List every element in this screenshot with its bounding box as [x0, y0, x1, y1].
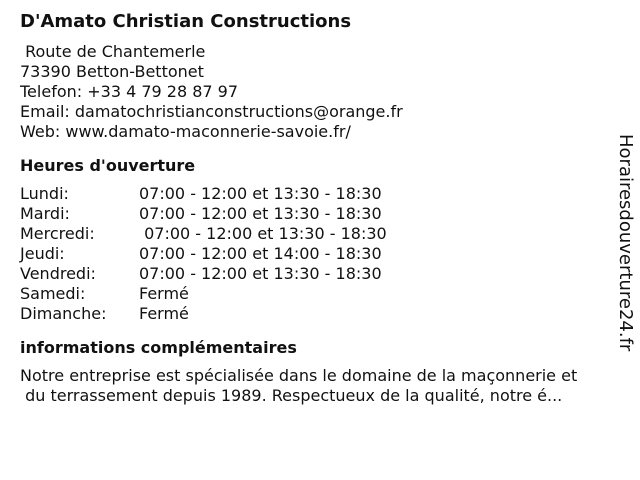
- hours-row-friday: [20, 264, 610, 284]
- day-hours: 07:00 - 12:00 et 13:30 - 18:30: [139, 264, 382, 283]
- hours-title: Heures d'ouverture: [20, 156, 196, 175]
- site-watermark: Horairesdouverture24.fr: [615, 134, 636, 352]
- info-text-line-2: du terrassement depuis 1989. Respectueux de la qualité, notre é...: [20, 386, 563, 405]
- info-title: informations complémentaires: [20, 338, 297, 357]
- hours-row-thursday: [20, 244, 610, 264]
- day-label: Jeudi:: [20, 244, 65, 263]
- hours-row-saturday: [20, 284, 610, 304]
- day-hours: Fermé: [139, 304, 189, 323]
- day-hours: 07:00 - 12:00 et 14:00 - 18:30: [139, 244, 382, 263]
- email-line: Email: damatochristianconstructions@orange.fr: [20, 102, 403, 121]
- day-label: Dimanche:: [20, 304, 107, 323]
- info-text-line-1: Notre entreprise est spécialisée dans le domaine de la maçonnerie et: [20, 366, 578, 385]
- day-hours: 07:00 - 12:00 et 13:30 - 18:30: [139, 224, 387, 243]
- day-label: Mercredi:: [20, 224, 95, 243]
- hours-row-sunday: [20, 304, 610, 324]
- day-label: Vendredi:: [20, 264, 96, 283]
- business-name: D'Amato Christian Constructions: [20, 11, 352, 32]
- phone-line: Telefon: +33 4 79 28 87 97: [20, 82, 239, 101]
- day-label: Samedi:: [20, 284, 86, 303]
- city-address: 73390 Betton-Bettonet: [20, 62, 204, 81]
- day-hours: 07:00 - 12:00 et 13:30 - 18:30: [139, 204, 382, 223]
- hours-row-monday: [20, 184, 610, 204]
- web-line: Web: www.damato-maconnerie-savoie.fr/: [20, 122, 351, 141]
- hours-row-wednesday: [20, 224, 610, 244]
- day-label: Mardi:: [20, 204, 70, 223]
- day-hours: 07:00 - 12:00 et 13:30 - 18:30: [139, 184, 382, 203]
- hours-row-tuesday: [20, 204, 610, 224]
- hours-list: [20, 184, 610, 324]
- street-address: Route de Chantemerle: [20, 42, 206, 61]
- day-hours: Fermé: [139, 284, 189, 303]
- day-label: Lundi:: [20, 184, 69, 203]
- business-card: [20, 10, 610, 406]
